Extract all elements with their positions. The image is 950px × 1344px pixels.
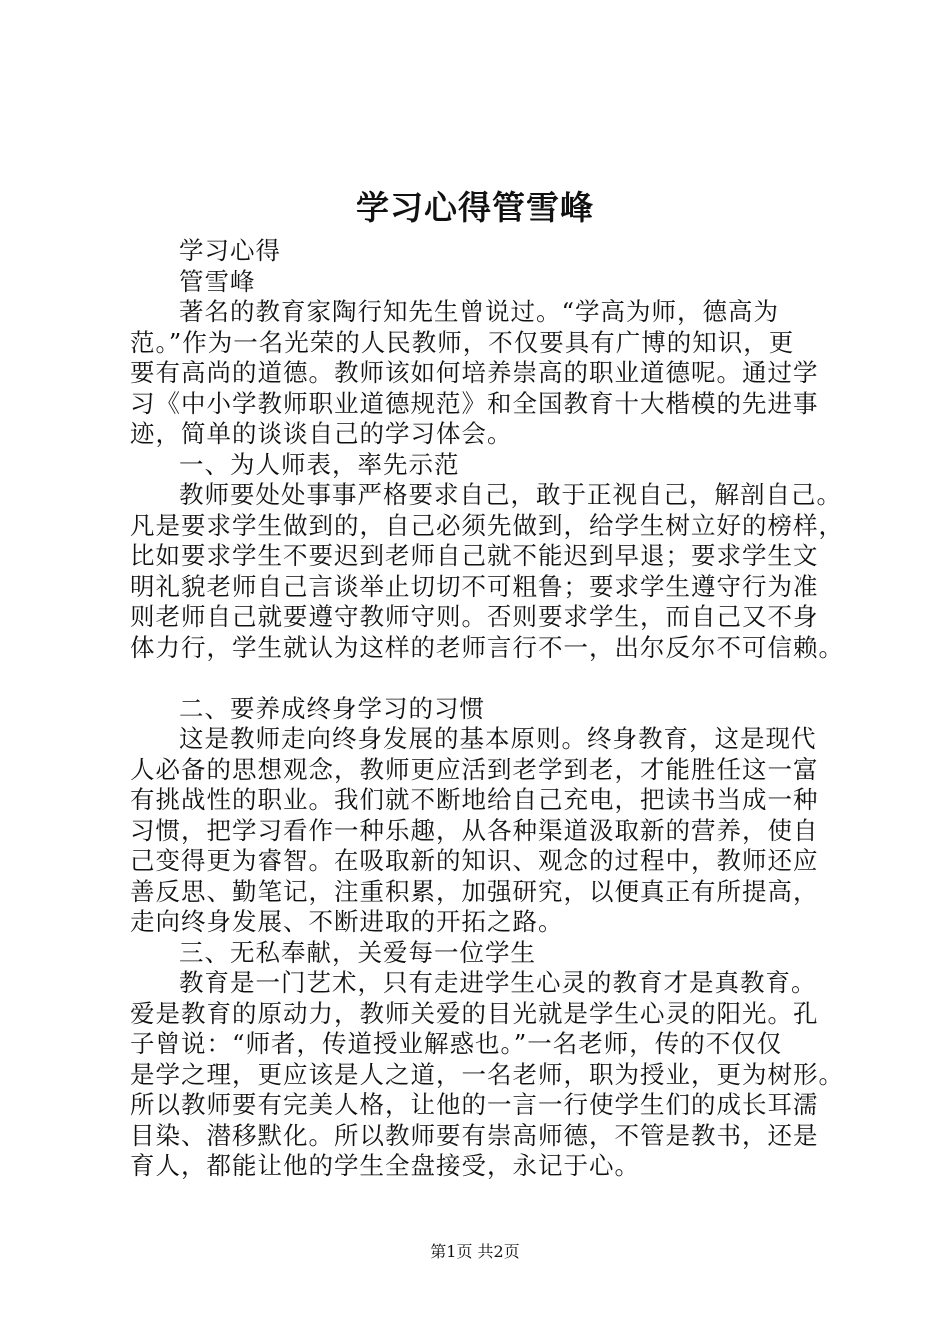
section-3 <box>130 938 855 1182</box>
document-body <box>130 236 855 1182</box>
paragraph-line: 著名的教育家陶行知先生曾说过。“学高为师，德高为 <box>179 297 780 326</box>
paragraph-line: 己变得更为睿智。在吸取新的知识、观念的过程中，教师还应 <box>130 846 819 875</box>
paragraph-line: 有挑战性的职业。我们就不断地给自己充电，把读书当成一种 <box>130 785 819 814</box>
paragraph-line: 所以教师要有完美人格，让他的一言一行使学生们的成长耳濡 <box>130 1090 819 1119</box>
subtitle: 学习心得 <box>179 236 281 265</box>
paragraph-line: 迹，简单的谈谈自己的学习体会。 <box>130 419 513 448</box>
paragraph-line: 则老师自己就要遵守教师守则。否则要求学生，而自己又不身 <box>130 602 819 631</box>
paragraph-line: 目染、潜移默化。所以教师要有崇高师德，不管是教书，还是 <box>130 1120 819 1150</box>
paragraph-line: 习惯，把学习看作一种乐趣，从各种渠道汲取新的营养，使自 <box>130 815 819 845</box>
paragraph-line: 比如要求学生不要迟到老师自己就不能迟到早退；要求学生文 <box>130 541 819 570</box>
paragraph-line: 教育是一门艺术，只有走进学生心灵的教育才是真教育。 <box>179 968 817 997</box>
author-name: 管雪峰 <box>179 266 256 296</box>
paragraph-line: 体力行，学生就认为这样的老师言行不一，出尔反尔不可信赖。 <box>130 632 844 662</box>
paragraph-line: 习《中小学教师职业道德规范》和全国教育十大楷模的先进事 <box>130 388 819 418</box>
section-heading: 二、要养成终身学习的习惯 <box>179 693 485 723</box>
intro-paragraph <box>130 297 855 450</box>
section-1 <box>130 450 855 664</box>
paragraph-line: 范。”作为一名光荣的人民教师，不仅要具有广博的知识，更 <box>130 327 795 357</box>
section-heading: 一、为人师表，率先示范 <box>179 449 460 479</box>
section-2 <box>130 694 855 938</box>
paragraph-line: 是学之理，更应该是人之道，一名老师，职为授业，更为树形。 <box>130 1059 844 1089</box>
document-title: 学习心得管雪峰 <box>356 188 594 227</box>
page-footer: 第1页 共2页 <box>430 1242 520 1261</box>
paragraph-line: 人必备的思想观念，教师更应活到老学到老，才能胜任这一富 <box>130 754 819 784</box>
paragraph-line: 走向终身发展、不断进取的开拓之路。 <box>130 907 564 936</box>
paragraph-line: 爱是教育的原动力，教师关爱的目光就是学生心灵的阳光。孔 <box>130 998 819 1028</box>
section-heading: 三、无私奉献，关爱每一位学生 <box>179 937 536 967</box>
paragraph-line: 要有高尚的道德。教师该如何培养崇高的职业道德呢。通过学 <box>130 358 819 387</box>
paragraph-line: 教师要处处事事严格要求自己，敢于正视自己，解剖自己。 <box>179 480 842 509</box>
paragraph-line: 子曾说：“师者，传道授业解惑也。”一名老师，传的不仅仅 <box>130 1029 783 1058</box>
paragraph-line: 凡是要求学生做到的，自己必须先做到，给学生树立好的榜样， <box>130 510 844 540</box>
paragraph-line: 明礼貌老师自己言谈举止切切不可粗鲁；要求学生遵守行为准 <box>130 571 819 601</box>
paragraph-line: 善反思、勤笔记，注重积累，加强研究，以便真正有所提高， <box>130 876 819 906</box>
paragraph-line: 这是教师走向终身发展的基本原则。终身教育，这是现代 <box>179 724 817 753</box>
paragraph-line: 育人，都能让他的学生全盘接受，永记于心。 <box>130 1151 640 1180</box>
blank-line <box>130 663 855 694</box>
